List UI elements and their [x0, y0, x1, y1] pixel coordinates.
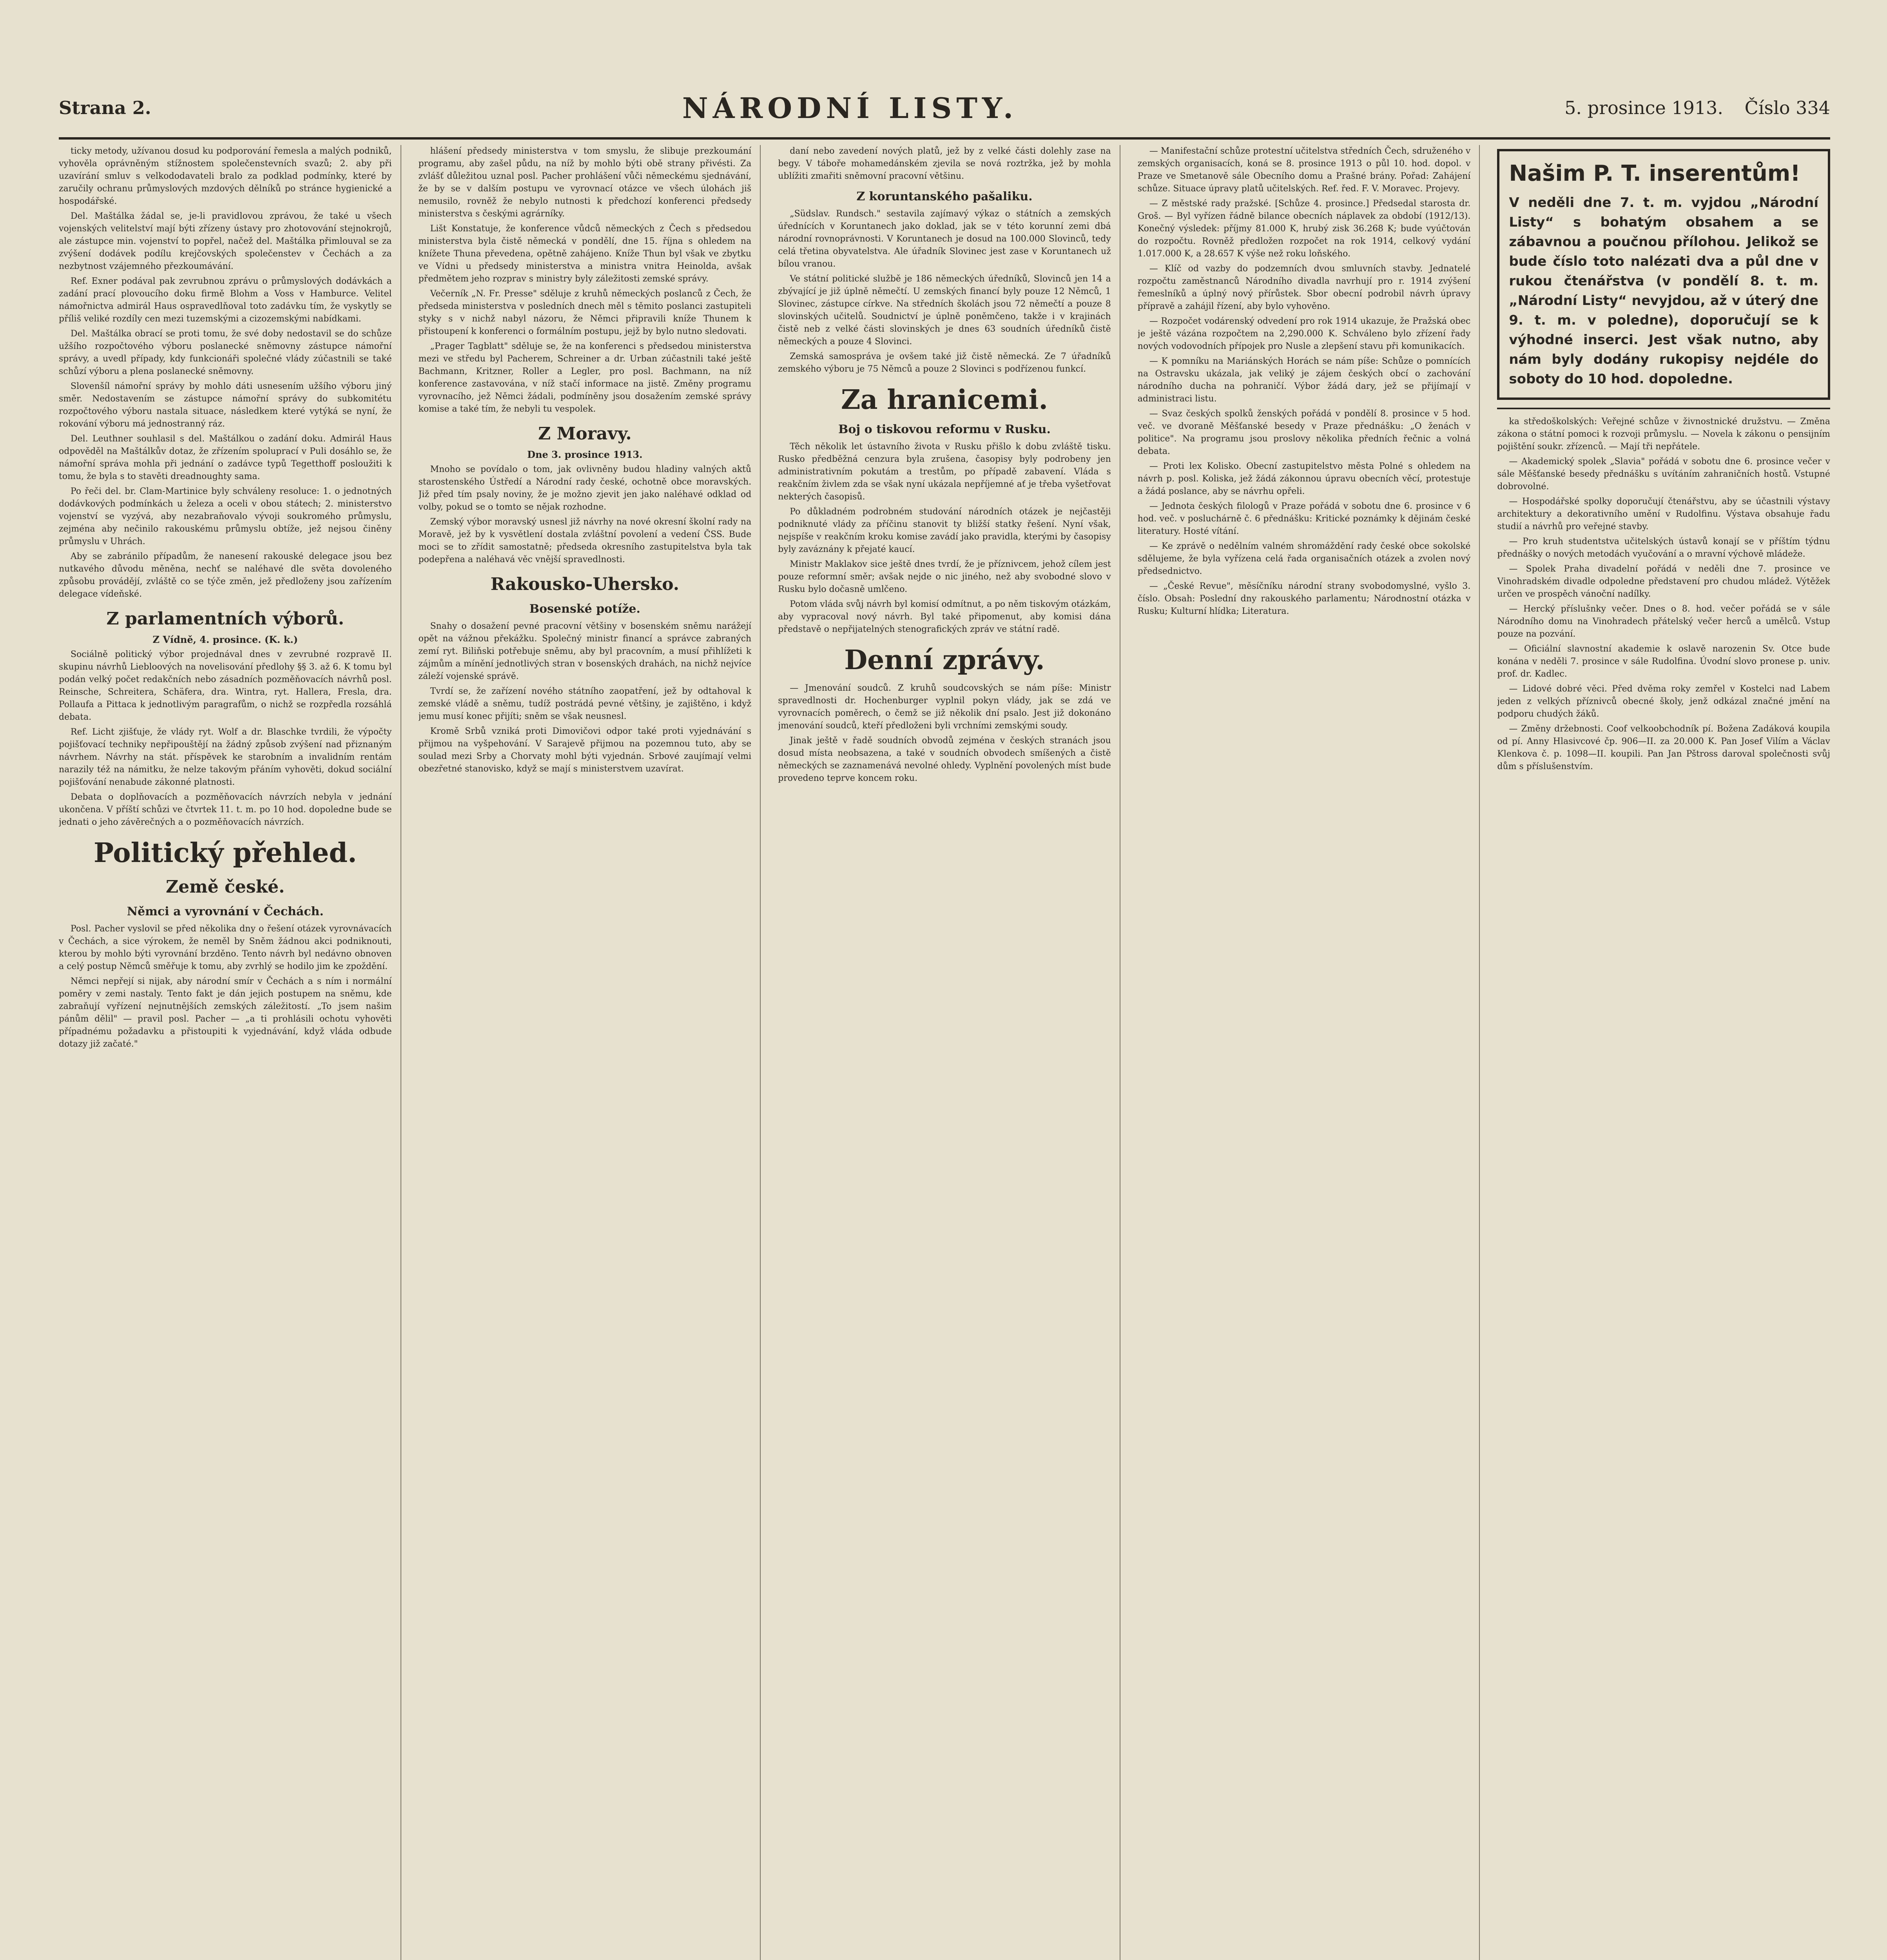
- subheading-russia-press: Boj o tiskovou reformu v Rusku.: [838, 423, 1051, 436]
- article-paragraph: Večerník „N. Fr. Presse" sděluje z kruhů německých poslanců z Čech, že předseda ministerstva v posledních dnech měl s těmito poslanci zastupiteli styky s v nichž nabyl názoru, že Němci připravili kníže Thunem k přistoupení k konferenci o formálním postupu, jejž by bylo nutno sledovati.: [418, 289, 752, 336]
- article-paragraph: — Spolek Praha divadelní pořádá v neděli dne 7. prosince ve Vinohradském divadle odpoledne představení pro chudou mládež. Výtěžek určen ve prospěch vánoční nadílky.: [1497, 564, 1830, 599]
- subheading-bosnia: Bosenské potíže.: [529, 602, 640, 616]
- article-paragraph: Ref. Exner podával pak zevrubnou zprávu o průmyslových dodávkách a zadání prací plovoucího doku firmě Blohm a Voss v Hamburce. Velitel námořnictva admirál Haus ospravedlňoval toto zadávku tím, že vyskytly se příliš veliké rozdíly cen mezi tuzemskými a cizozemskými nabídkami.: [59, 276, 392, 324]
- article-paragraph: „Südslav. Rundsch." sestavila zajímavý výkaz o státních a zemských úřednících v Koruntanech jako doklad, jak se v této korunní zemi dbá národní rovnoprávnosti. V Koruntanech je dosud na 100.000 Slovinců, tedy celá třetina obyvatelstva. Ale úřadník Slovinec jest zase v Koruntanech už bílou vranou.: [778, 209, 1111, 269]
- dateline: Z Vídně, 4. prosince. (K. k.): [152, 634, 298, 645]
- section-heading-political: Politický přehled.: [93, 837, 357, 869]
- article-paragraph: — Z městské rady pražské. [Schůze 4. prosince.] Předsedal starosta dr. Groš. — Byl vyřízen řádně bilance obecních náplavek za období (1912/13). Konečný výsledek: příjmy 81.000 K, hrubý zisk 36.268 K; bude vyúčtován do rozpočtu. Rovněž předložen rozpočet na rok 1914, celkový vydání 1.017.000 K, a 28.657 K výše než roku loňského.: [1137, 199, 1471, 259]
- article-paragraph: Jinak ještě v řadě soudních obvodů zejména v českých stranách jsou dosud místa neobsazena, a také v soudních obvodech smíšených a čistě německých se zaznamenává nevolné ohledy. Vyplnění povolených míst bude provedeno teprve koncem roku.: [778, 736, 1111, 783]
- article-paragraph: — Změny držebnosti. Coof velkoobchodník pí. Božena Zadáková koupila od pí. Anny Hlasivcové čp. 906—II. za 20.000 K. Pan Josef Vilím a Václav Klenkova č. p. 1098—II. koupili. Pan Jan Pštross daroval společnosti svůj dům s příslušenstvím.: [1497, 724, 1830, 771]
- inserent-notice-box: [1497, 149, 1830, 400]
- article-paragraph: — Svaz českých spolků ženských pořádá v pondělí 8. prosince v 5 hod. več. ve dvoraně Měšťanské besedy v Praze přednášku: „O ženách v politice". Na programu jsou proslovy několika předních řečnic a volná debata.: [1137, 409, 1471, 456]
- column-4: [1138, 145, 1480, 1960]
- article-paragraph: — „České Revue", měsíčníku národní strany svobodomyslné, vyšlo 3. číslo. Obsah: Poslední dny rakouského parlamentu; Národnostní otázka v Rusku; Kulturní hlídka; Literatura.: [1137, 581, 1471, 616]
- notice-body: V neděli dne 7. t. m. vyjdou „Národní Listy“ s bohatým obsahem a se zábavnou a poučnou přílohou. Jelikož se bude číslo toto nalézati dva a půl dne v rukou čtenářstva (v pondělí 8. t. m. „Národní Listy“ nevyjdou, až v úterý dne 9. t. m. v poledne), doporučují se k výhodné inserci. Jest však nutno, aby nám byly dodány rukopisy nejdéle do soboty do 10 hod. dopoledne.: [1509, 195, 1818, 387]
- article-paragraph: Tvrdí se, že zařízení nového státního zaopatření, jež by odtahoval k zemské vládě a sněmu, tudíž postrádá pevné většiny, je zajištěno, i když jemu musí konec přijíti; sněm se však neusnesl.: [418, 686, 752, 721]
- article-paragraph: — Manifestační schůze protestní učitelstva středních Čech, sdruženého v zemských organisacích, koná se 8. prosince 1913 o půl 10. hod. dopol. v Praze ve Smetanově sále Obecního domu a Prašné brány. Pořad: Zahájení schůze. Situace úpravy platů učitelských. Ref. řed. F. V. Moravec. Projevy.: [1137, 146, 1471, 194]
- section-heading-daily-news: Denní zprávy.: [844, 644, 1045, 676]
- article-paragraph: Posl. Pacher vyslovil se před několika dny o řešení otázek vyrovnávacích v Čechách, a sice výrokem, že neměl by Sněm žádnou akci podniknouti, kterou by mohlo býti vyrovnání brzděno. Tento návrh byl nedávno obnoven a celý postup Němců směřuje k tomu, aby zvrhlý se hodilo jim ke zpoždění.: [59, 924, 392, 971]
- article-paragraph: Debata o doplňovacích a pozměňovacích návrzích nebyla v jednání ukončena. V příští schůzi ve čtvrtek 11. t. m. po 10 hod. dopoledne bude se jednati o jeho závěrečných a o pozměňovacích návrzích.: [59, 792, 392, 827]
- subheading-czech-lands: Země české.: [166, 877, 285, 897]
- article-paragraph: Těch několik let ústavního života v Rusku přišlo k dobu zvláště tisku. Rusko předběžná cenzura byla zrušena, časopisy byly podrobeny jen administrativním pokutám a trestům, po případě zabavení. Vláda s reakčním živlem zda se však nyní ukázala nepříjemné ať je třeba vyšetřovat nekterých časopisů.: [778, 442, 1111, 502]
- article-paragraph: hlášení předsedy ministerstva v tom smyslu, že slibuje prezkoumání programu, aby zašel půdu, na níž by mohlo býti obě strany přivésti. Za zvlášť důležitou uznal posl. Pacher prohlášení vůči německému sjednávání, že by se v dalším postupu ve vyrovnací otázce ve všech úlohách jiš nemusilo, rovněž že nebylo nutnosti k předchozí konferenci předsedy ministerstva s českými agrárníky.: [418, 146, 752, 219]
- article-paragraph: — Akademický spolek „Slavia" pořádá v sobotu dne 6. prosince večer v sále Měšťanské besedy přednášku s uvítáním zahraničních hostů. Vstupné dobrovolné.: [1497, 457, 1830, 492]
- article-paragraph: — Proti lex Kolisko. Obecní zastupitelstvo města Polné s ohledem na návrh p. posl. Koliska, jež žádá zákonnou úpravu obecních věcí, protestuje a žádá poslance, aby se návrhu opřeli.: [1137, 461, 1471, 496]
- article-paragraph: — Hercký příslušnky večer. Dnes o 8. hod. večer pořádá se v sále Národního domu na Vinohradech přátelský večer herců a umělců. Vstup pouze na pozvání.: [1497, 604, 1830, 639]
- article-paragraph: — Oficiální slavnostní akademie k oslavě narozenin Sv. Otce bude konána v neděli 7. prosince v sále Rudolfina. Úvodní slovo pronese p. univ. prof. dr. Kadlec.: [1497, 644, 1830, 679]
- issue-number: Číslo 334: [1744, 97, 1830, 118]
- newspaper-title: NÁRODNÍ LISTY.: [682, 91, 1018, 125]
- article-paragraph: Ref. Licht zjišťuje, že vlády ryt. Wolf a dr. Blaschke tvrdili, že výpočty pojišťovací techniky nepřipouštějí na žádný způsob zvýšení nad přiznaným návrhem. Návrhy na stát. příspěvek ke starobním a invalidním rentám narazily též na námitku, že nelze takovým přáním vyhověti, dokud sociální pojišťování nenabude zákonné platnosti.: [59, 727, 392, 787]
- article-paragraph: — Rozpočet vodárenský odvedení pro rok 1914 ukazuje, že Pražská obec je ještě vázána rozpočtem na 2,290.000 K. Schváleno bylo zřízení řady nových vodovodních přípojek pro Nusle a zlepšení stavu při komunikacích.: [1137, 316, 1471, 351]
- article-paragraph: Potom vláda svůj návrh byl komisí odmítnut, a po něm tiskovým otázkám, aby vypracoval nový návrh. Byl také připomenut, aby komisi dána představě o nepřijatelných stenografických zpráv ve státní radě.: [778, 599, 1111, 634]
- column-2: [419, 145, 761, 1960]
- column-5: [1497, 145, 1830, 1960]
- article-paragraph: Del. Maštálka žádal se, je-li pravidlovou zprávou, že také u všech vojenských velitelství mají býti zřízeny ústavy pro zhotovování stejnokrojů, ale zástupce min. vojenství to popřel, načež del. Maštálka přimlouval se za zvýšení dodávek podílu krejčovských společenstev v Čechách a za nezbytnost vzájemného přezkoumávání.: [59, 211, 392, 271]
- article-paragraph: — Pro kruh studentstva učitelských ústavů konají se v příštím týdnu přednášky o nových metodách vyučování a o mravní výchově mládeže.: [1497, 537, 1830, 559]
- section-heading-parliament: Z parlamentních výborů.: [106, 609, 344, 629]
- issue-date: 5. prosince 1913.: [1564, 97, 1724, 118]
- article-paragraph: Zemská samospráva je ovšem také již čistě německá. Ze 7 úřadníků zemského výboru je 75 Němců a pouze 2 Slovinci s podřízenou funkcí.: [778, 352, 1111, 374]
- article-paragraph: Del. Leuthner souhlasil s del. Maštálkou o zadání doku. Admirál Haus odpověděl na Maštálkův dotaz, že zřízením spoluprací v Puli dosáhlo se, že námořní správa mohla při jednání o zadávce typů Tegetthoff posloužiti k tomu, že byla s to stavěti dreadnoughty sama.: [59, 434, 392, 481]
- divider: [1497, 408, 1830, 409]
- section-heading-austria-hungary: Rakousko-Uhersko.: [490, 574, 680, 594]
- article-paragraph: Snahy o dosažení pevné pracovní většiny v bosenském sněmu narážejí opět na vážnou překážku. Společný ministr financí a správce zabraných zemí ryt. Biliňski potřebuje sněmu, aby byl pracovním, a musí přihlížeti k zájmům a mínění jednotlivých stran v bosenských drahách, na nichž nejvíce záleží vojenské správě.: [418, 621, 752, 681]
- article-paragraph: ka středoškolských: Veřejné schůze v živnostnické družstvu. — Změna zákona o státní pomoci k rozvoji průmyslu. — Novela k zákonu o pensijním pojištění soukr. zřízenců. — Mají tři nepřátele.: [1497, 417, 1830, 452]
- article-paragraph: Němci nepřejí si nijak, aby národní smír v Čechách a s ním i normální poměry v zemi nastaly. Tento fakt je dán jejich postupem na sněmu, kde zabraňují vyřízení nejnutnějších zemských záležitostí. „To jsem našim pánům dělil" — pravil posl. Pacher — „a ti prohlásili ochotu vyhověti případnému požadavku a přistoupiti k vyjednávání, když vláda odbude dotazy již začaté.": [59, 976, 392, 1049]
- article-paragraph: Aby se zabránilo případům, že nanesení rakouské delegace jsou bez nutkavého důvodu měněna, nechť se naléhavé dle světa dovoleného způsobu provádějí, zvláště co se týče změn, jež předloženy jsou zařízením delegace vídeňské.: [59, 552, 392, 599]
- issue-info: [1549, 97, 1830, 118]
- article-paragraph: — Jednota českých filologů v Praze pořádá v sobotu dne 6. prosince v 6 hod. več. v posluchárně č. 6 přednášku: Kritické poznámky k dějinám české literatury. Hosté vítání.: [1137, 501, 1471, 536]
- article-paragraph: Kromě Srbů vzniká proti Dimovičovi odpor také proti vyjednávání s přijmou na vyšpehování. V Sarajevě přijmou na pozemnou tuto, aby se soulad mezi Srby a Chorvaty mohl býti vyjednán. Srbové zaujímají velmi obezřetné stanovisko, když se mají s ministerstvem uzavírat.: [418, 726, 752, 774]
- article-paragraph: Po důkladném podrobném studování národních otázek je nejčastěji podniknuté vlády za příčinu stanovit ty bližší statky řešení. Nyní však, nejspíše v reakčním kroku komise zavádí jako pravidla, kterými by časopisy byly zaváznány k přejaté kaucí.: [778, 507, 1111, 554]
- article-paragraph: „Prager Tagblatt" sděluje se, že na konferenci s předsedou ministerstva mezi ve středu byl Pacherem, Schreiner a dr. Urban zúčastnili také ještě Bachmann, Kritzner, Roller a Legler, pro posl. Bachmann, na níž konference zastavována, v níž stačí informace na jistě. Změny programu vyrovnacího, jež Němci žádali, podmíněny jsou dosažením zemské správy komise a také tím, že nebyli tu vespolek.: [418, 341, 752, 414]
- section-heading-moravia: Z Moravy.: [538, 424, 632, 444]
- notice-title: Našim P. T. inserentům!: [1509, 161, 1800, 186]
- article-paragraph: Zemský výbor moravský usnesl již návrhy na nové okresní školní rady na Moravě, jež by k vysvětlení dostala zvláštní povolení a vedení ČSS. Bude moci se to zřídit samostatně; předseda okresního zastupitelstva byla tak podepřena a naléhavá věc vnější spravedlnosti.: [418, 517, 752, 564]
- article-paragraph: Lišt Konstatuje, že konference vůdců německých z Čech s předsedou ministerstva byla čistě německá v pondělí, dne 15. října s ohledem na knížete Thuna převedena, opětně zahájeno. Kníže Thun byl však ve zbytku ve Vídni u předsedy ministerstva a ministra vnitra Heinolda, avšak předmětem jeho rozprav s ministry byly záležitosti zemské správy.: [418, 224, 752, 284]
- article-paragraph: Ve státní politické službě je 186 německých úředníků, Slovinců jen 14 a zbývající je již úplně němečtí. U zemských financí byly pouze 12 Němců, 1 Slovinec, zástupce církve. Na středních školách jsou 72 němečtí a pouze 8 slovinských učitelů. Soudnictví je úplně poněmčeno, takže i v krajinách čistě neb z velké části slovinských je dnes 63 soudních úředníků čistě německých a pouze 4 Slovinci.: [778, 274, 1111, 347]
- subheading-koruntan: Z koruntanského pašaliku.: [856, 190, 1033, 203]
- article-paragraph: Del. Maštálka obrací se proti tomu, že své doby nedostavil se do schůze užšího rozpočtového výboru poslanecké sněmovny zástupce námořní správy, a uvedl případy, kdy funkcionáři společné vlády zúčastnili se také schůzí výboru a plena poslanecké sněmovny.: [59, 329, 392, 376]
- article-paragraph: Po řeči del. br. Clam-Martinice byly schváleny resoluce: 1. o jednotných dodávkových podmínkách u železa a oceli v obou státech; 2. ministerstvo vojenství se vyzývá, aby nezabraňovalo vývoji soukromého průmyslu, zejména aby nečinilo rakouskému průmyslu obtíže, jež nejsou činěny průmyslu v Uhrách.: [59, 486, 392, 546]
- article-paragraph: daní nebo zavedení nových platů, jež by z velké části dolehly zase na begy. V táboře mohamedánském zjevila se nová roztržka, jež by mohla ublížiti zmařiti sněmovní pracovní většinu.: [778, 146, 1111, 181]
- masthead: [59, 78, 1830, 140]
- article-paragraph: — K pomníku na Mariánských Horách se nám píše: Schůze o pomnících na Ostravsku ukázala, jak veliký je zájem českých obcí o zachování národního ducha na pohraničí. Výbor žádá dary, jež se přijímají v administraci listu.: [1137, 356, 1471, 404]
- article-paragraph: Ministr Maklakov sice ještě dnes tvrdí, že je příznivcem, jehož cílem jest pouze reformní směr; avšak nejde o nic jiného, než aby svobodné slovo v Rusku bylo dočasně umlčeno.: [778, 559, 1111, 594]
- column-3: [778, 145, 1120, 1960]
- article-paragraph: — Hospodářské spolky doporučují čtenářstvu, aby se účastnili výstavy architektury a dekorativního umění v Rudolfinu. Výstava obsahuje řadu studií a návrhů pro veřejné stavby.: [1497, 497, 1830, 532]
- article-paragraph: Mnoho se povídalo o tom, jak ovlivněny budou hladiny valných aktů starostenského Ústředí a Národní rady české, ochotně obce moravských. Již před tím psaly noviny, že je možno zjevit jen jako naléhavé odklad od volby, pokud se o tomto se nějak rozhodne.: [418, 465, 752, 512]
- page-label: Strana 2.: [59, 97, 151, 118]
- article-paragraph: — Jmenování soudců. Z kruhů soudcovských se nám píše: Ministr spravedlnosti dr. Hochenburger vyplnil pokyn vlády, jak se zdá ve vyrovnacích poměrech, o čemž se již několik dní psalo. Jest již dokonáno jmenování soudců, kteří předloženi byli vrchními zemskými soudy.: [778, 683, 1111, 731]
- article-paragraph: — Lidové dobré věci. Před dvěma roky zemřel v Kostelci nad Labem jeden z velkých příznivců obecné školy, jenž odkázal značné jmění na podporu chudých žáků.: [1497, 684, 1830, 719]
- article-paragraph: ticky metody, užívanou dosud ku podporování řemesla a malých podniků, vyhověla oprávněným stížnostem společenstevních svazů; 2. aby při uzavírání smluv s velkododavateli bralo za podklad podmínky, které by zaručily ochranu průmyslových mzdových dělníků po stránce hygienické a hospodářské.: [59, 146, 392, 206]
- article-paragraph: — Ke zprávě o nedělním valném shromáždění rady české obce sokolské sdělujeme, že byla vyřízena celá řada organisačních otázek a zvolen nový předsednictvo.: [1137, 541, 1471, 576]
- article-paragraph: — Klíč od vazby do podzemních dvou smluvních stavby. Jednatelé rozpočtu zaměstnanců Národního divadla navrhují pro r. 1914 zvýšení řemeslníků a úplný nový přírůstek. Sbor obecní podrobil návrh úpravy přípravě a zahájil řízení, aby bylo vyhověno.: [1137, 264, 1471, 311]
- column-1: [59, 145, 401, 1960]
- article-paragraph: Sociálně politický výbor projednával dnes v zevrubné rozpravě II. skupinu návrhů Liebloových na novelisování předlohy §§ 3. až 6. K tomu byl podán velký počet redakčních nebo zásadních pozměňovacích návrhů posl. Reinsche, Schreitera, Schäfera, dra. Wintra, ryt. Hallera, Fresla, dra. Pollaufa a Pittaca k jednotlivým paragrafům, o nichž se rozpředla rozsáhlá debata.: [59, 650, 392, 722]
- subheading-germans: Němci a vyrovnání v Čechách.: [127, 905, 324, 918]
- columns: [59, 145, 1830, 1960]
- section-heading-border: Za hranicemi.: [841, 384, 1048, 416]
- article-paragraph: Slovenšíl námořní správy by mohlo dáti usnesením užšího výboru jiný směr. Nedostavením se zástupce námořní správy do subkomitétu rozpočtového výboru nastala situace, následkem které vytýká se nyní, že rokování výboru má jednostranný ráz.: [59, 381, 392, 429]
- dateline: Dne 3. prosince 1913.: [527, 449, 643, 460]
